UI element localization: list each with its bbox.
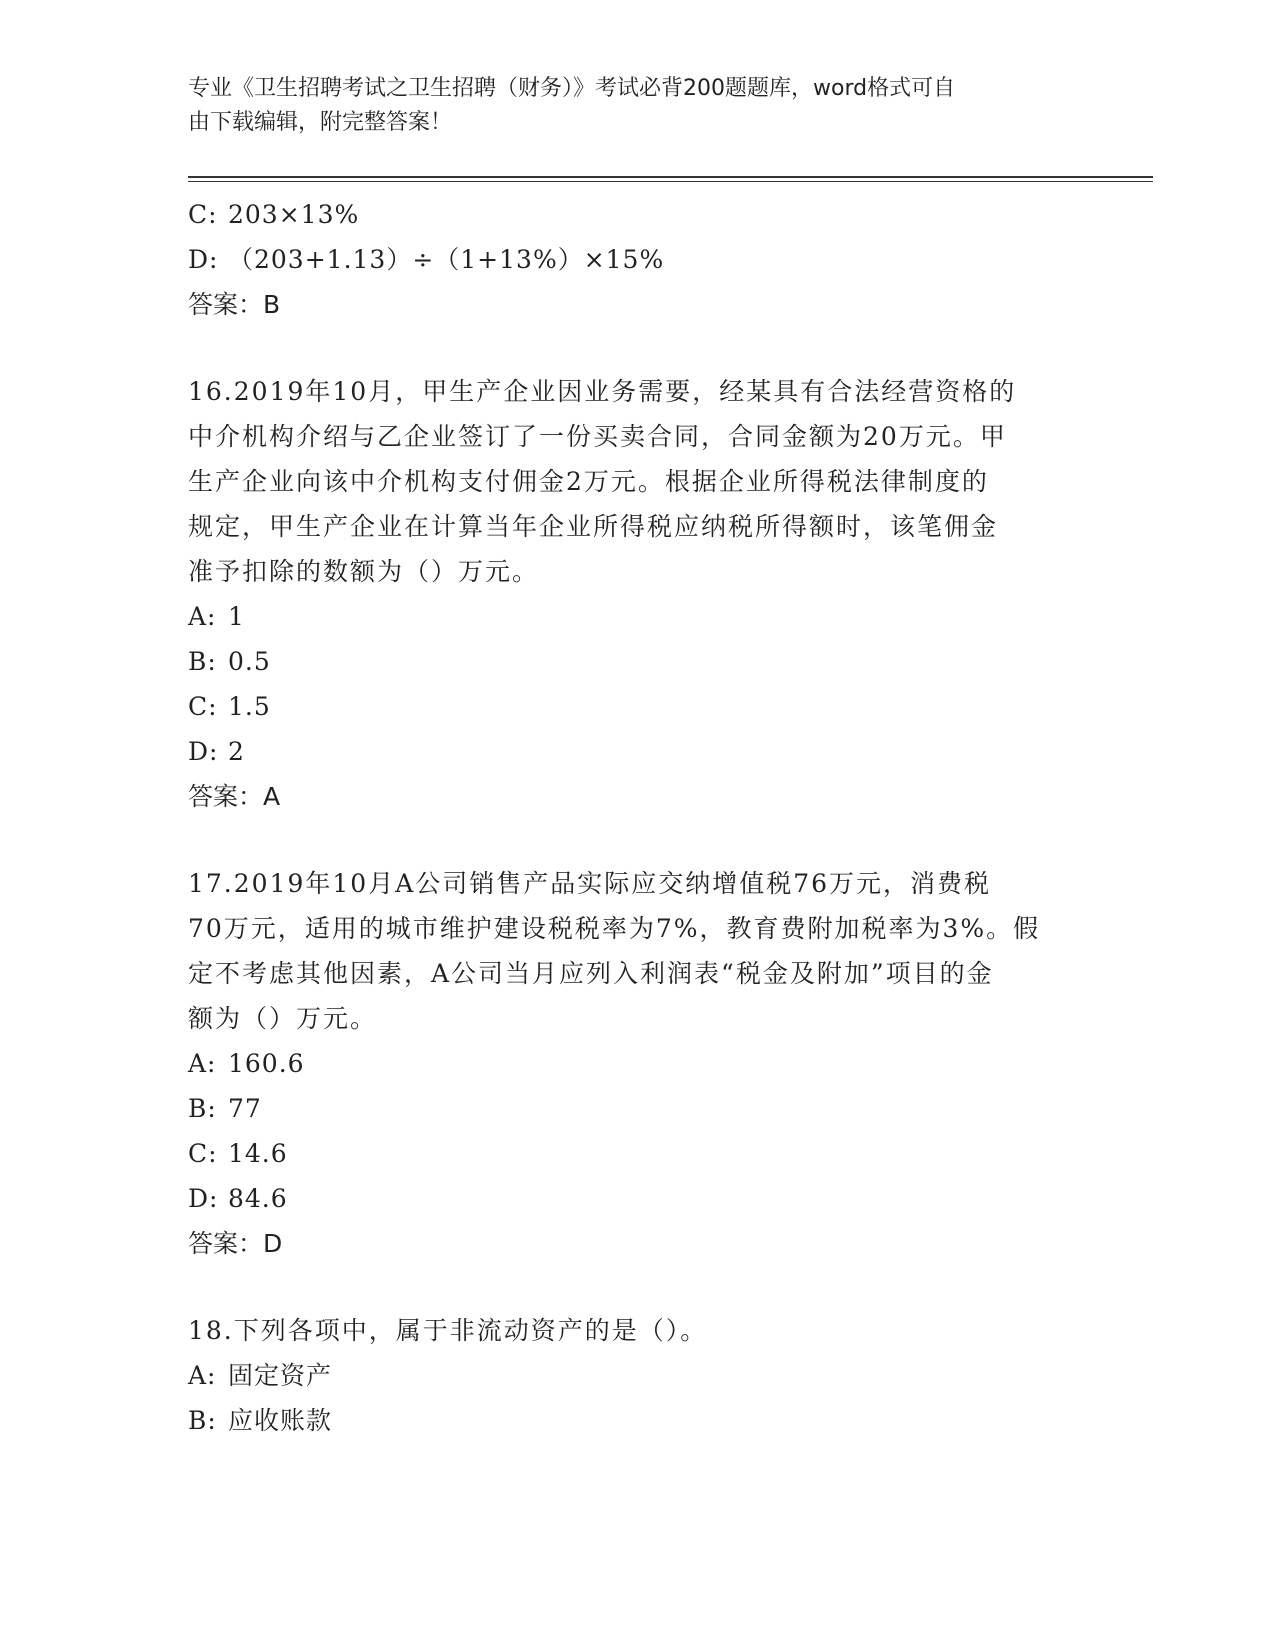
q17-answer: 答案：D [188,1229,283,1258]
stem-line: 生产企业向该中介机构支付佣金2万元。根据企业所得税法律制度的 [188,467,989,496]
stem-line: 17.2019年10月A公司销售产品实际应交纳增值税76万元，消费税 [188,869,992,898]
option-key: C: [188,692,218,721]
q16-stem [188,369,1068,594]
option-key: D: [188,737,219,766]
option-text: 84.6 [228,1184,288,1213]
option-key: B: [188,1094,217,1123]
stem-line: 中介机构介绍与乙企业签订了一份买卖合同，合同金额为20万元。甲 [188,422,1007,451]
q16-option-b [188,639,1088,684]
header-line-1: 专业《卫生招聘考试之卫生招聘（财务）》考试必背200题题库，word格式可自 [188,76,956,101]
option-text: 固定资产 [228,1361,333,1390]
stem-line: 70万元，适用的城市维护建设税税率为7%，教育费附加税率为3%。假 [188,914,1041,943]
option-text: 2 [228,737,245,766]
option-key: D: [188,1184,219,1213]
stem-line: 定不考虑其他因素，A公司当月应列入利润表“税金及附加”项目的金 [188,959,994,988]
q17-option-c [188,1131,1088,1176]
question-content [188,192,1088,1443]
option-text: 1.5 [228,692,271,721]
option-text: 203×13% [228,200,360,229]
option-key: C: [188,1139,218,1168]
q15-option-c [188,192,1088,237]
stem-line: 准予扣除的数额为（）万元。 [188,557,540,586]
option-text: 应收账款 [228,1406,333,1435]
q16-option-c [188,684,1088,729]
option-key: A: [188,602,217,631]
q17-option-b [188,1086,1088,1131]
page-header [188,72,1068,140]
stem-line: 规定，甲生产企业在计算当年企业所得税应纳税所得额时，该笔佣金 [188,512,999,541]
option-text: 160.6 [228,1049,305,1078]
q15-answer: 答案：B [188,290,281,319]
q16-answer: 答案：A [188,782,281,811]
option-key: A: [188,1049,217,1078]
header-line-2: 由下载编辑，附完整答案！ [188,110,453,135]
option-text: 0.5 [228,647,271,676]
option-key: D: [188,245,219,274]
option-key: B: [188,647,217,676]
q17-stem [188,861,1068,1041]
q18-stem [188,1308,1068,1353]
q17-option-d [188,1176,1088,1221]
q15-option-d [188,237,1088,282]
stem-line: 额为（）万元。 [188,1004,378,1033]
q18-option-b [188,1398,1088,1443]
stem-line: 18.下列各项中，属于非流动资产的是（）。 [188,1316,708,1345]
header-rule-thin [188,181,1153,182]
option-text: 77 [228,1094,262,1123]
header-rule-thick [188,176,1153,178]
q17-option-a [188,1041,1088,1086]
option-key: A: [188,1361,217,1390]
option-key: C: [188,200,218,229]
option-text: 14.6 [228,1139,288,1168]
option-key: B: [188,1406,217,1435]
option-text: （203+1.13）÷（1+13%）×15% [228,245,665,274]
option-text: 1 [228,602,245,631]
q16-option-d [188,729,1088,774]
q16-option-a [188,594,1088,639]
stem-line: 16.2019年10月，甲生产企业因业务需要，经某具有合法经营资格的 [188,377,1017,406]
q18-option-a [188,1353,1088,1398]
